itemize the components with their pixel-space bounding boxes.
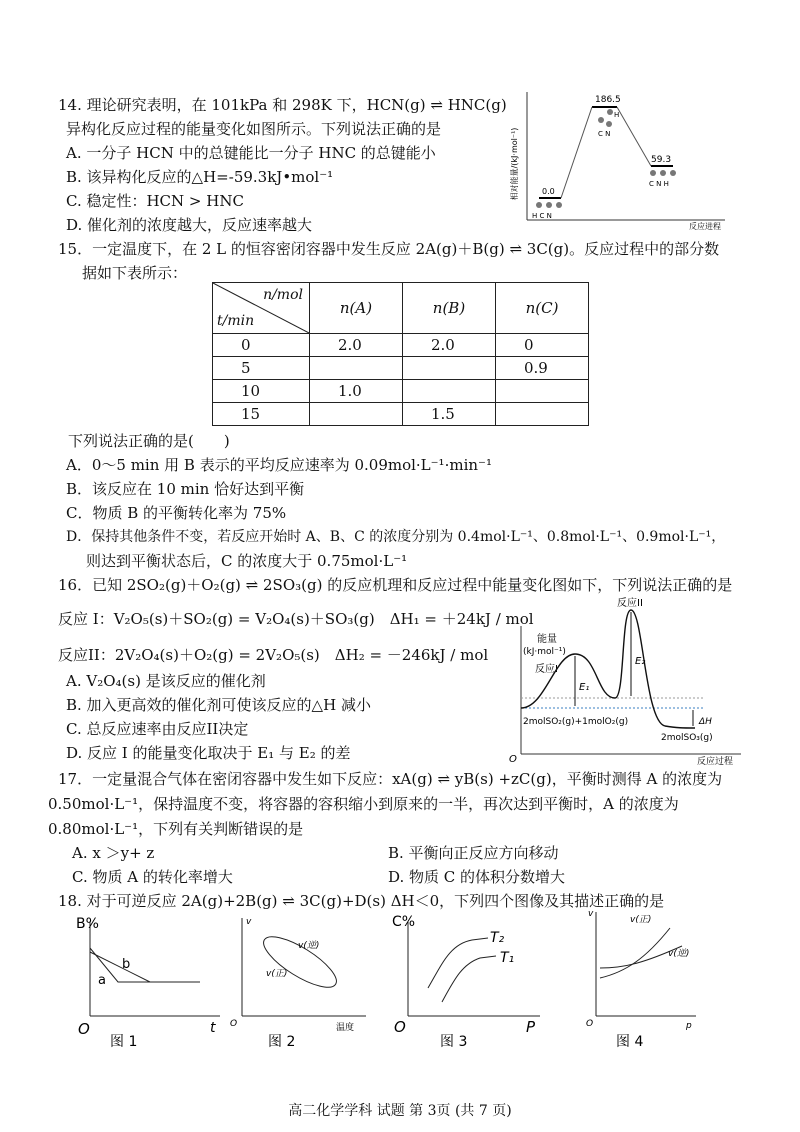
q16-reaction-1: 反应 I：V₂O₅(s)＋SO₂(g) = V₂O₄(s)＋SO₃(g) ΔH₁ = ＋24kJ / mol [58, 610, 534, 628]
fig4-x-label: p [686, 1021, 692, 1031]
q14-energy-diagram [505, 84, 735, 230]
q14-atom-icon [536, 202, 542, 208]
fig2-origin: O [230, 1019, 238, 1029]
fig4-origin: O [586, 1019, 594, 1029]
q16-dh-label: ΔH [699, 717, 712, 727]
q14-atom-icon [660, 170, 666, 176]
table-cell: 0.9 [496, 357, 589, 380]
fig2-caption: 图 2 [268, 1034, 296, 1050]
q15-prompt: 下列说法正确的是( ) [68, 432, 230, 450]
q15-option-b: B．该反应在 10 min 恰好达到平衡 [66, 480, 305, 498]
fig1-label-a: a [98, 973, 106, 988]
table-cell: 1.5 [403, 403, 496, 426]
q14-atom-icon [598, 117, 604, 123]
fig1-caption: 图 1 [110, 1034, 138, 1050]
q16-origin: O [509, 754, 517, 765]
table-header-cell: n(A) [310, 283, 403, 334]
table-cell: 5 [213, 357, 310, 380]
fig3-caption: 图 3 [440, 1034, 468, 1050]
q14-atoms-end: C N H [649, 180, 669, 188]
fig3-y-label: C% [392, 914, 416, 930]
fig2-label-v-reverse: v(逆) [298, 941, 320, 951]
table-row [213, 403, 589, 426]
q18-figure-1 [70, 912, 240, 1052]
table-cell: 10 [213, 380, 310, 403]
q14-atoms-start: H C N [532, 212, 552, 220]
q14-atom-top: H [614, 111, 620, 119]
table-cell: 0 [496, 334, 589, 357]
q18-stem: 18. 对于可逆反应 2A(g)+2B(g) ⇌ 3C(g)+D(s) ΔH＜0，下列四个图像及其描述正确的是 [58, 892, 665, 910]
q15-option-c: C．物质 B 的平衡转化率为 75% [66, 504, 287, 522]
q15-data-table [212, 282, 589, 426]
q14-value-start: 0.0 [542, 187, 555, 196]
fig4-label-v-reverse: v(逆) [668, 949, 690, 959]
fig4-label-v-forward: v(正) [630, 915, 652, 925]
q14-atom-icon [556, 202, 562, 208]
q16-start-label: 2molSO₂(g)+1molO₂(g) [523, 717, 629, 727]
q14-x-label: 反应进程 [689, 222, 721, 230]
q14-option-b: B. 该异构化反应的△H=-59.3kJ•mol⁻¹ [66, 168, 334, 186]
corner-top-label: n/mol [263, 287, 303, 303]
q17-option-a: A. x ＞y+ z [72, 844, 155, 862]
q15-option-a: A．0～5 min 用 B 表示的平均反应速率为 0.09mol·L⁻¹·min⁻¹ [66, 456, 492, 474]
table-cell: 15 [213, 403, 310, 426]
q14-curve-up [561, 107, 592, 198]
q14-option-c: C. 稳定性：HCN > HNC [66, 192, 244, 210]
q16-option-c: C. 总反应速率由反应II决定 [66, 720, 249, 738]
fig2-label-v-forward: v(正) [266, 969, 288, 979]
q14-stem-line2: 异构化反应过程的能量变化如图所示。下列说法正确的是 [66, 120, 442, 138]
q15-stem-line1: 15．一定温度下，在 2 L 的恒容密闭容器中发生反应 2A(g)＋B(g) ⇌ 3C(g)。反应过程中的部分数 [58, 240, 720, 258]
q16-peak2-label: 反应II [617, 598, 643, 609]
q14-stem-line1: 14. 理论研究表明，在 101kPa 和 298K 下，HCN(g) ⇌ HNC(g) [58, 96, 507, 114]
fig1-y-label: B% [76, 916, 99, 932]
q16-e2-label: E₂ [635, 656, 646, 667]
fig1-line-a [90, 948, 200, 982]
q16-end-label: 2molSO₃(g) [661, 733, 713, 743]
fig3-curve-t1 [442, 956, 496, 1002]
q16-stem: 16．已知 2SO₂(g)＋O₂(g) ⇌ 2SO₃(g) 的反应机理和反应过程中能量变化图如下，下列说法正确的是 [58, 576, 733, 594]
fig3-label-t2: T₂ [490, 930, 505, 946]
fig3-x-label: P [526, 1018, 536, 1036]
fig3-label-t1: T₁ [500, 950, 515, 966]
q16-reaction-2: 反应II：2V₂O₄(s)＋O₂(g) = 2V₂O₅(s) ΔH₂ = －246kJ / mol [58, 646, 489, 664]
q14-value-end: 59.3 [651, 155, 672, 165]
corner-bottom-label: t/min [217, 313, 255, 329]
fig4-caption: 图 4 [616, 1034, 644, 1050]
q16-option-a: A. V₂O₄(s) 是该反应的催化剂 [66, 672, 266, 690]
q15-option-d-cont: 则达到平衡状态后，C 的浓度大于 0.75mol·L⁻¹ [86, 552, 408, 570]
q16-y-label-1: 能量 [537, 634, 557, 645]
table-row [213, 380, 589, 403]
fig4-y-label: v [588, 909, 594, 919]
table-cell: 1.0 [310, 380, 403, 403]
q17-line2: 0.50mol·L⁻¹，保持温度不变，将容器的容积缩小到原来的一半，再次达到平衡时，A 的浓度为 [48, 795, 679, 813]
q16-peak1-label: 反应I [535, 664, 558, 675]
q15-option-d: D．保持其他条件不变，若反应开始时 A、B、C 的浓度分别为 0.4mol·L⁻¹、0.8mol·L⁻¹、0.9mol·L⁻¹， [66, 529, 726, 545]
fig2-y-label: v [246, 917, 252, 927]
fig4-curve-forward [600, 928, 670, 978]
fig3-curve-t2 [428, 938, 488, 988]
q14-y-label: 相对能量/(kJ·mol⁻¹) [510, 127, 519, 201]
q14-atom-icon [607, 109, 613, 115]
q14-atom-icon [606, 121, 612, 127]
table-cell: 2.0 [310, 334, 403, 357]
q17-option-c: C. 物质 A 的转化率增大 [72, 868, 233, 886]
q14-value-ts: 186.5 [595, 95, 621, 105]
fig1-label-b: b [122, 957, 131, 972]
q18-figure-4 [586, 906, 716, 1052]
q18-figure-2 [226, 912, 376, 1052]
q16-x-label: 反应过程 [697, 757, 734, 767]
q16-option-d: D. 反应 I 的能量变化取决于 E₁ 与 E₂ 的差 [66, 744, 351, 762]
table-header-row [213, 283, 589, 334]
fig2-loop [257, 928, 343, 996]
fig1-x-label: t [210, 1020, 216, 1036]
table-cell: 0 [213, 334, 310, 357]
fig3-origin: O [394, 1018, 406, 1036]
table-cell [403, 357, 496, 380]
q17-line3: 0.80mol·L⁻¹，下列有关判断错误的是 [48, 820, 304, 838]
q17-option-b: B. 平衡向正反应方向移动 [388, 844, 559, 862]
table-corner-cell [213, 283, 310, 334]
table-header-cell: n(B) [403, 283, 496, 334]
table-row [213, 357, 589, 380]
table-cell: 2.0 [403, 334, 496, 357]
q16-option-b: B. 加入更高效的催化剂可使该反应的△H 减小 [66, 696, 371, 714]
q14-atom-icon [650, 170, 656, 176]
q15-stem-line2: 据如下表所示： [82, 264, 188, 282]
q16-e1-label: E₁ [579, 682, 590, 693]
table-cell [403, 380, 496, 403]
table-cell [310, 357, 403, 380]
table-header-cell: n(C) [496, 283, 589, 334]
q14-option-d: D. 催化剂的浓度越大，反应速率越大 [66, 216, 313, 234]
q14-atom-icon [670, 170, 676, 176]
page-footer: 高二化学学科 试题 第 3页 (共 7 页) [288, 1103, 512, 1119]
fig1-origin: O [78, 1020, 90, 1038]
table-cell [310, 403, 403, 426]
fig2-x-label: 温度 [336, 1023, 355, 1033]
q14-curve-down [617, 107, 651, 166]
q16-energy-diagram [505, 594, 745, 768]
q16-y-label-2: (kJ·mol⁻¹) [523, 647, 566, 657]
q18-figure-3 [390, 904, 550, 1052]
table-cell [496, 380, 589, 403]
q17-option-d: D. 物质 C 的体积分数增大 [388, 868, 566, 886]
table-cell [496, 403, 589, 426]
q14-option-a: A. 一分子 HCN 中的总键能比一分子 HNC 的总键能小 [66, 144, 436, 162]
q17-line1: 17．一定量混合气体在密闭容器中发生如下反应：xA(g) ⇌ yB(s) +zC(g)，平衡时测得 A 的浓度为 [58, 770, 723, 788]
table-row [213, 334, 589, 357]
q14-atoms-ts: C N [598, 130, 611, 138]
q14-atom-icon [546, 202, 552, 208]
